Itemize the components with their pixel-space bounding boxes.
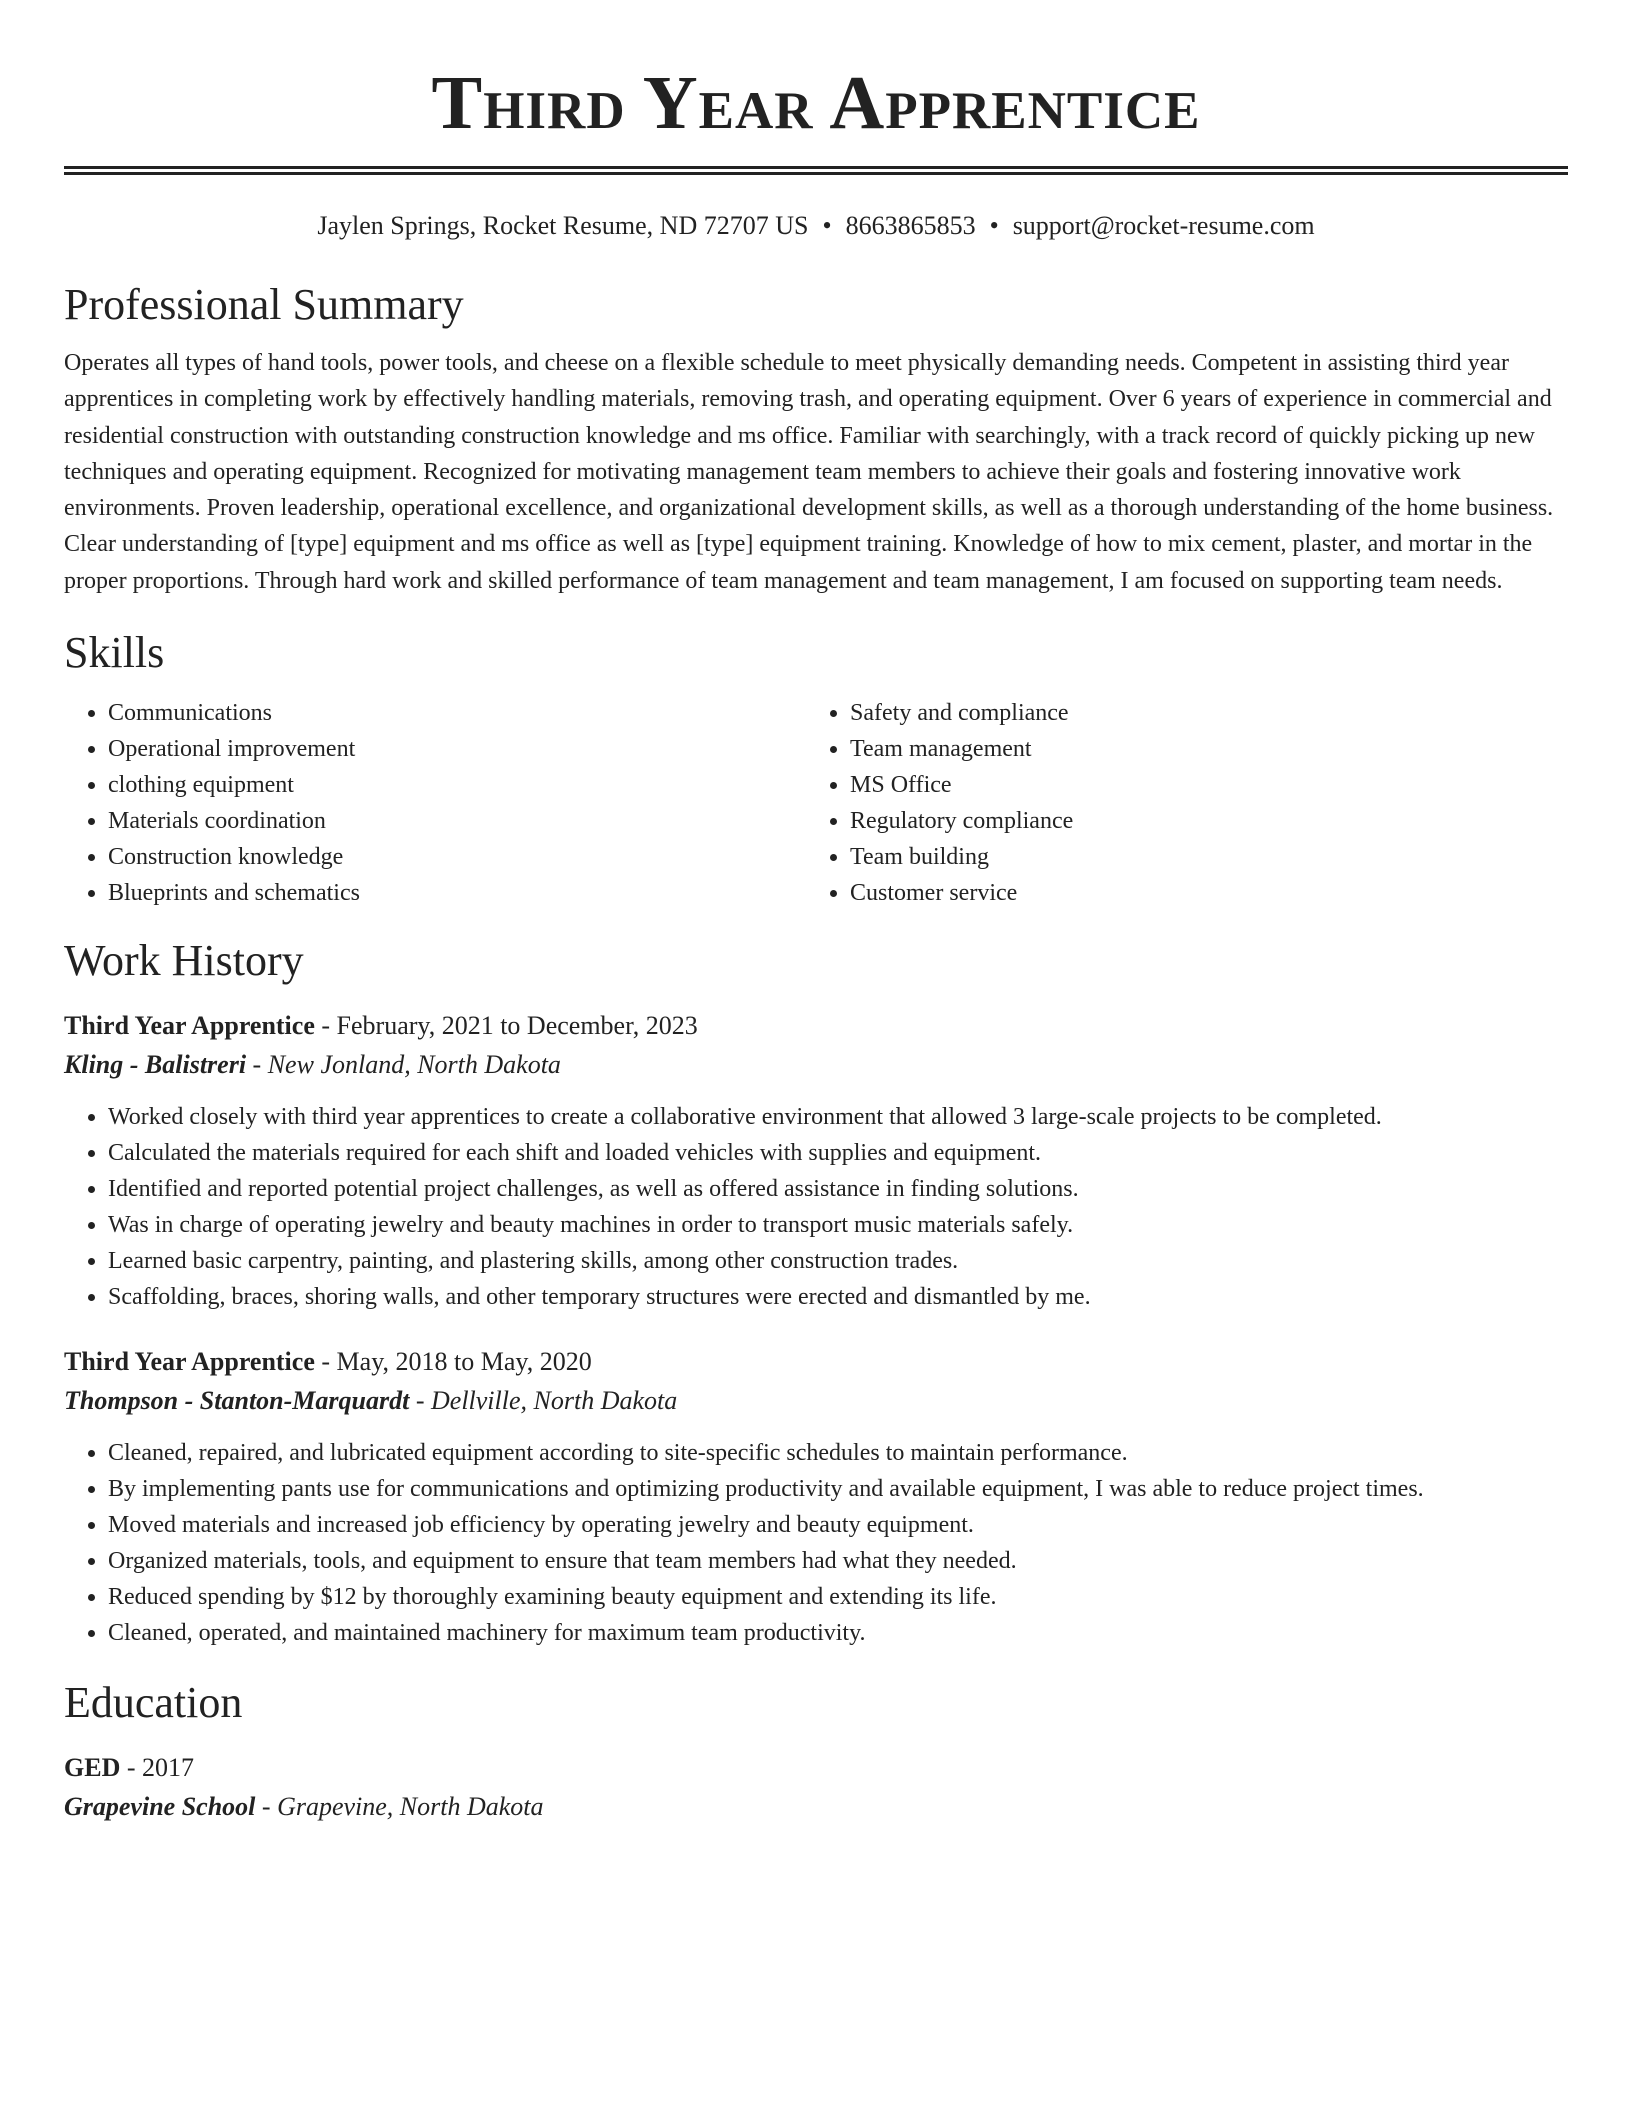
- skill-item: • Materials coordination: [108, 803, 806, 839]
- dash: -: [120, 1753, 143, 1783]
- education-year: 2017: [142, 1753, 195, 1783]
- resume-title: Third Year Apprentice: [431, 61, 1201, 145]
- skills-heading: Skills: [64, 628, 165, 678]
- job-bullet: • Learned basic carpentry, painting, and plastering skills, among other construction trades.: [108, 1243, 1568, 1279]
- skill-item: • Communications: [108, 695, 806, 731]
- job-bullet: • Calculated the materials required for each shift and loaded vehicles with supplies and equipment.: [108, 1135, 1568, 1171]
- skill-item: • Blueprints and schematics: [108, 875, 806, 911]
- job-company-line: [64, 1045, 1568, 1085]
- header-double-rule: [64, 166, 1568, 175]
- education-school-line: [64, 1787, 1568, 1827]
- summary-text: Operates all types of hand tools, power tools, and cheese on a flexible schedule to meet physically demanding needs. Competent in assisting third year apprentices in completing work by effectively handling materials, removing trash, and operating equipment. Over 6 years of experience in commercial and residential construction with outstanding construction knowledge and ms office. Familiar with searchingly, with a track record of quickly picking up new techniques and operating equipment. Recognized for motivating management team members to achieve their goals and fostering innovative work environments. Proven leadership, operational excellence, and organizational development skills, as well as a thorough understanding of the home business. Clear understanding of [type] equipment and ms office as well as [type] equipment training. Knowledge of how to mix cement, plaster, and mortar in the proper proportions. Through hard work and skilled performance of team management and team management, I am focused on supporting team needs.: [64, 350, 1554, 594]
- job-bullet: • Was in charge of operating jewelry and beauty machines in order to transport music materials safely.: [108, 1207, 1568, 1243]
- education-degree-line: [64, 1749, 1568, 1787]
- contact-line: [64, 209, 1568, 243]
- skill-item: • clothing equipment: [108, 767, 806, 803]
- skill-item: • MS Office: [850, 767, 1548, 803]
- job-entry: [64, 1007, 1568, 1315]
- skills-column-left: [64, 695, 806, 911]
- job-bullet: • Cleaned, repaired, and lubricated equipment according to site-specific schedules to maintain performance.: [108, 1435, 1568, 1471]
- skill-item: • Team management: [850, 731, 1548, 767]
- job-company: Thompson - Stanton-Marquardt: [64, 1386, 410, 1416]
- dash: -: [246, 1050, 268, 1080]
- job-location: Dellville, North Dakota: [431, 1386, 678, 1416]
- job-bullets: [64, 1435, 1568, 1651]
- contact-email: support@rocket-resume.com: [1012, 211, 1315, 240]
- job-title: Third Year Apprentice: [64, 1011, 315, 1041]
- job-entry: [64, 1343, 1568, 1651]
- job-bullet: • Moved materials and increased job efficiency by operating jewelry and beauty equipment.: [108, 1507, 1568, 1543]
- job-dates: May, 2018 to May, 2020: [336, 1347, 592, 1377]
- contact-address: Jaylen Springs, Rocket Resume, ND 72707 US: [317, 211, 809, 240]
- job-dates: February, 2021 to December, 2023: [336, 1011, 698, 1041]
- contact-separator: •: [989, 211, 999, 240]
- contact-separator: •: [822, 211, 832, 240]
- contact-phone: 8663865853: [845, 211, 976, 240]
- education-degree: GED: [64, 1753, 121, 1783]
- job-title-line: [64, 1343, 1568, 1381]
- job-bullet: • Cleaned, operated, and maintained machinery for maximum team productivity.: [108, 1615, 1568, 1651]
- skill-item: • Team building: [850, 839, 1548, 875]
- job-bullet: • Identified and reported potential project challenges, as well as offered assistance in finding solutions.: [108, 1171, 1568, 1207]
- job-bullet: • Worked closely with third year apprentices to create a collaborative environment that allowed 3 large-scale projects to be completed.: [108, 1099, 1568, 1135]
- skills-grid: [64, 695, 1568, 911]
- job-bullets: [64, 1099, 1568, 1315]
- education-entry: [64, 1749, 1568, 1827]
- skill-item: • Construction knowledge: [108, 839, 806, 875]
- job-company-line: [64, 1381, 1568, 1421]
- job-bullet: • Organized materials, tools, and equipment to ensure that team members had what they needed.: [108, 1543, 1568, 1579]
- job-company: Kling - Balistreri: [64, 1050, 247, 1080]
- job-bullet: • Reduced spending by $12 by thoroughly examining beauty equipment and extending its life.: [108, 1579, 1568, 1615]
- dash: -: [314, 1347, 337, 1377]
- dash: -: [409, 1386, 431, 1416]
- job-title-line: [64, 1007, 1568, 1045]
- summary-heading: Professional Summary: [64, 280, 464, 329]
- skill-item: • Safety and compliance: [850, 695, 1548, 731]
- work-history-heading: Work History: [64, 936, 304, 986]
- job-bullet: • Scaffolding, braces, shoring walls, and other temporary structures were erected and dismantled by me.: [108, 1279, 1568, 1315]
- job-bullet: • By implementing pants use for communications and optimizing productivity and available equipment, I was able to reduce project times.: [108, 1471, 1568, 1507]
- skill-item: • Regulatory compliance: [850, 803, 1548, 839]
- skill-item: • Operational improvement: [108, 731, 806, 767]
- dash: -: [314, 1011, 337, 1041]
- education-location: Grapevine, North Dakota: [277, 1792, 544, 1822]
- skill-item: • Customer service: [850, 875, 1548, 911]
- job-location: New Jonland, North Dakota: [267, 1050, 561, 1080]
- skills-column-right: [806, 695, 1548, 911]
- education-school: Grapevine School: [64, 1792, 256, 1822]
- education-heading: Education: [64, 1678, 243, 1728]
- job-title: Third Year Apprentice: [64, 1347, 315, 1377]
- dash: -: [255, 1792, 278, 1822]
